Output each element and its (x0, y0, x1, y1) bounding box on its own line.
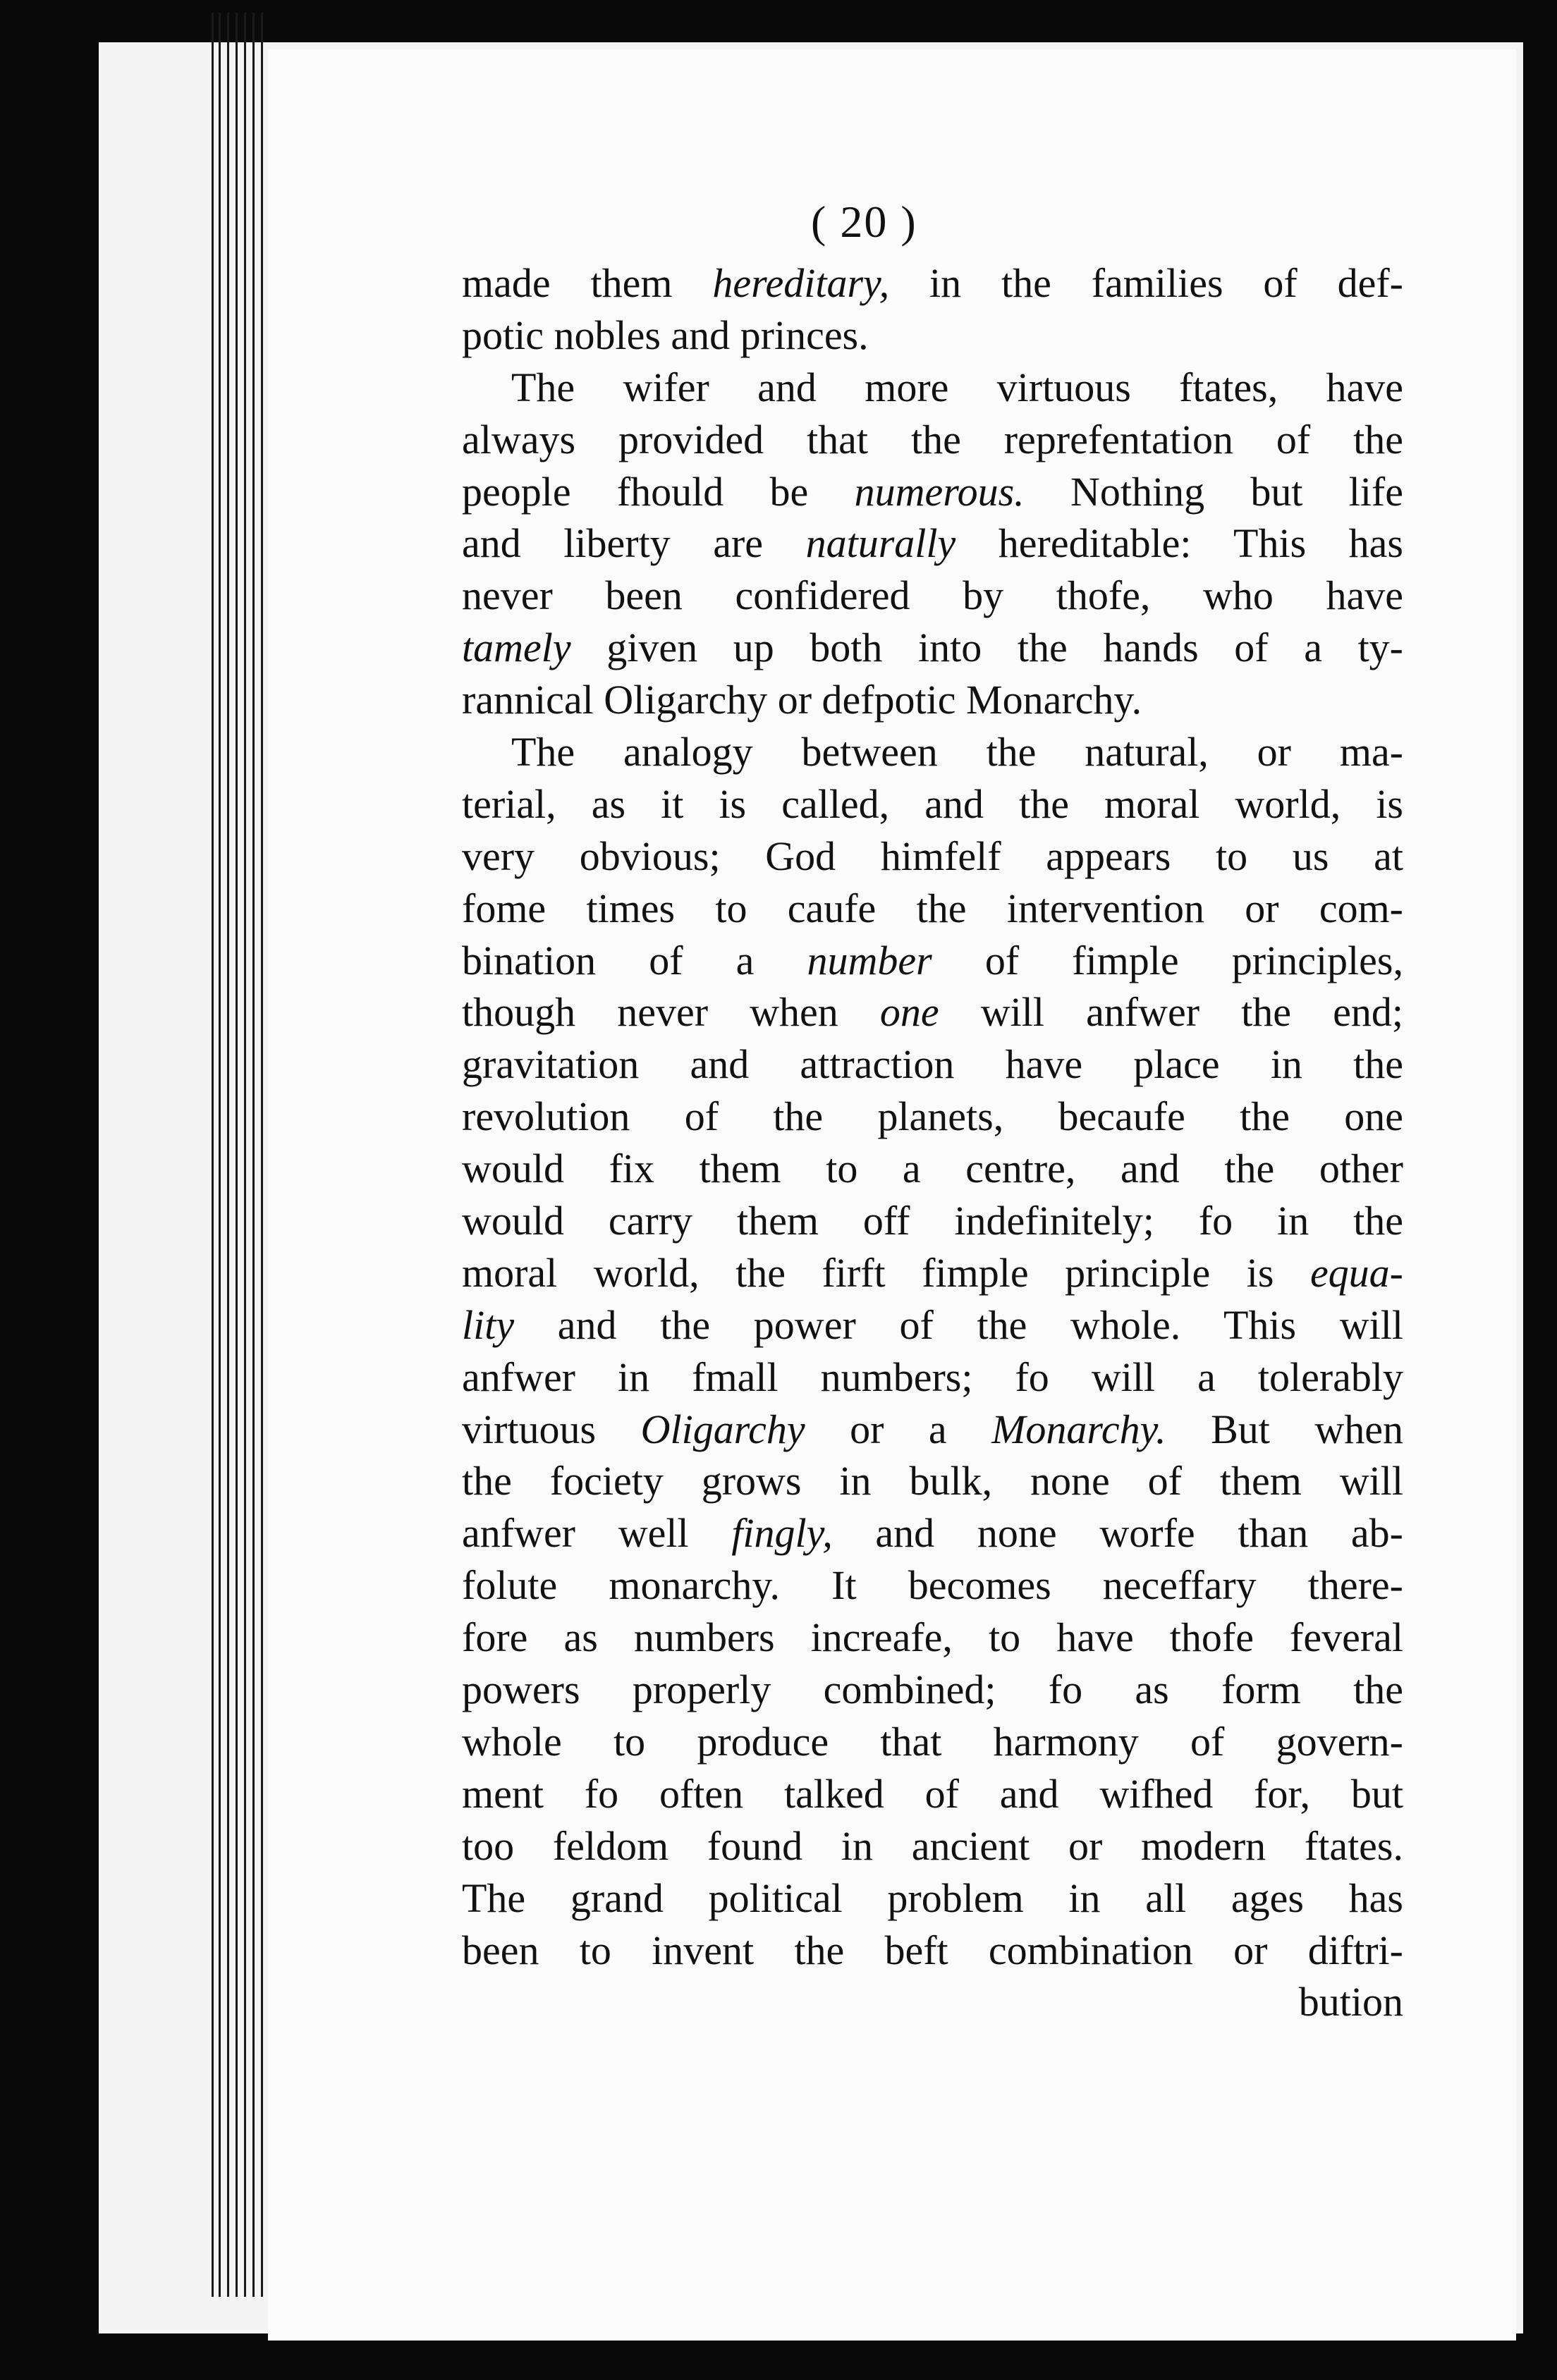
text-run: moral world, the firft fimple principle is (462, 1249, 1310, 1296)
text-run: bution (1298, 1979, 1403, 2025)
italic-text: fingly, (731, 1510, 833, 1557)
text-run: always provided that the reprefentation of the (462, 416, 1403, 462)
text-line (462, 1768, 1403, 1820)
italic-text: number (807, 937, 932, 983)
text-line (462, 935, 1403, 987)
text-run: people fhould be (462, 468, 855, 515)
body-text (462, 257, 1403, 2028)
text-run: Nothing but life (1024, 468, 1403, 515)
text-run: But when (1166, 1406, 1403, 1452)
text-line (462, 1038, 1403, 1091)
page-edge-line (219, 13, 221, 2297)
text-line (462, 466, 1403, 518)
text-run: would fix them to a centre, and the other (462, 1146, 1403, 1192)
text-line (462, 1195, 1403, 1247)
text-line (462, 309, 1403, 362)
text-run: powers properly combined; fo as form the (462, 1667, 1403, 1713)
italic-text: equa- (1309, 1249, 1403, 1296)
text-line (462, 257, 1403, 309)
italic-text: lity (462, 1301, 515, 1348)
text-line (462, 674, 1403, 726)
text-line (462, 986, 1403, 1038)
text-run: The wifer and more virtuous ftates, have (511, 364, 1403, 410)
page-edge-line (244, 13, 246, 2297)
text-line (462, 778, 1403, 830)
text-run: and none worfe than ab- (832, 1510, 1403, 1557)
text-run: or a (805, 1406, 992, 1452)
text-run: The analogy between the natural, or ma- (511, 729, 1403, 775)
italic-text: Oligarchy (640, 1406, 805, 1452)
text-run: though never when (462, 989, 880, 1036)
text-line (462, 1976, 1403, 2028)
text-run: anfwer well (462, 1510, 732, 1557)
text-run: in the families of def- (889, 260, 1403, 306)
text-run: and the power of the whole. This will (514, 1301, 1403, 1348)
text-run: the fociety grows in bulk, none of them will (462, 1458, 1403, 1504)
page-edge-line (212, 13, 214, 2297)
text-run: gravitation and attraction have place in the (462, 1041, 1403, 1088)
text-run: terial, as it is called, and the moral world, is (462, 780, 1403, 827)
text-line (462, 1872, 1403, 1925)
text-run: potic nobles and princes. (462, 312, 869, 358)
text-line (462, 830, 1403, 883)
page-edge-line (227, 13, 229, 2297)
text-run: anfwer in fmall numbers; fo will a tolerably (462, 1354, 1403, 1400)
text-run: never been confidered by thofe, who have (462, 572, 1403, 619)
text-run: fore as numbers increafe, to have thofe feveral (462, 1614, 1403, 1661)
text-run: given up both into the hands of a ty- (570, 625, 1403, 671)
text-line (462, 362, 1403, 414)
text-run: rannical Oligarchy or defpotic Monarchy. (462, 677, 1142, 723)
text-line (462, 1507, 1403, 1559)
text-run: made them (462, 260, 713, 306)
text-line (462, 1820, 1403, 1872)
text-line (462, 883, 1403, 935)
text-line (462, 1559, 1403, 1612)
text-run: virtuous (462, 1406, 641, 1452)
text-run: and liberty are (462, 520, 806, 567)
text-line (462, 1091, 1403, 1143)
italic-text: one (879, 989, 939, 1036)
text-line (462, 1455, 1403, 1507)
text-line (462, 1664, 1403, 1716)
text-line (462, 1404, 1403, 1456)
page-edge-line (252, 13, 255, 2297)
text-run: of fimple principles, (932, 937, 1403, 983)
text-run: very obvious; God himfelf appears to us at (462, 833, 1403, 879)
text-run: been to invent the beft combination or diftri- (462, 1927, 1403, 1973)
italic-text: hereditary, (712, 260, 890, 306)
text-run: ment fo often talked of and wifhed for, but (462, 1770, 1403, 1817)
italic-text: numerous. (854, 468, 1025, 515)
italic-text: tamely (462, 625, 571, 671)
page-number-header: ( 20 ) (811, 197, 917, 247)
text-line (462, 414, 1403, 466)
text-run: folute monarchy. It becomes neceffary there- (462, 1562, 1403, 1609)
text-run: revolution of the planets, becaufe the one (462, 1093, 1403, 1140)
italic-text: naturally (805, 520, 956, 567)
text-line (462, 1925, 1403, 1977)
page-edge-line (236, 13, 238, 2297)
text-line (462, 726, 1403, 778)
text-line (462, 1143, 1403, 1195)
text-line (462, 622, 1403, 674)
text-line (462, 1612, 1403, 1664)
text-line (462, 1716, 1403, 1768)
page-edges (212, 13, 268, 2297)
text-run: too feldom found in ancient or modern ftates. (462, 1822, 1403, 1869)
text-line (462, 1247, 1403, 1299)
text-run: hereditable: This has (955, 520, 1403, 567)
text-line (462, 1351, 1403, 1404)
text-line (462, 570, 1403, 622)
text-line (462, 1299, 1403, 1351)
page-edge-line (261, 13, 263, 2297)
text-line (462, 517, 1403, 570)
italic-text: Monarchy. (991, 1406, 1166, 1452)
text-run: fome times to caufe the intervention or com- (462, 885, 1403, 931)
text-run: would carry them off indefinitely; fo in the (462, 1198, 1403, 1244)
text-run: will anfwer the end; (939, 989, 1403, 1036)
text-run: The grand political problem in all ages has (462, 1875, 1403, 1921)
text-run: bination of a (462, 937, 807, 983)
text-run: whole to produce that harmony of govern- (462, 1718, 1403, 1765)
